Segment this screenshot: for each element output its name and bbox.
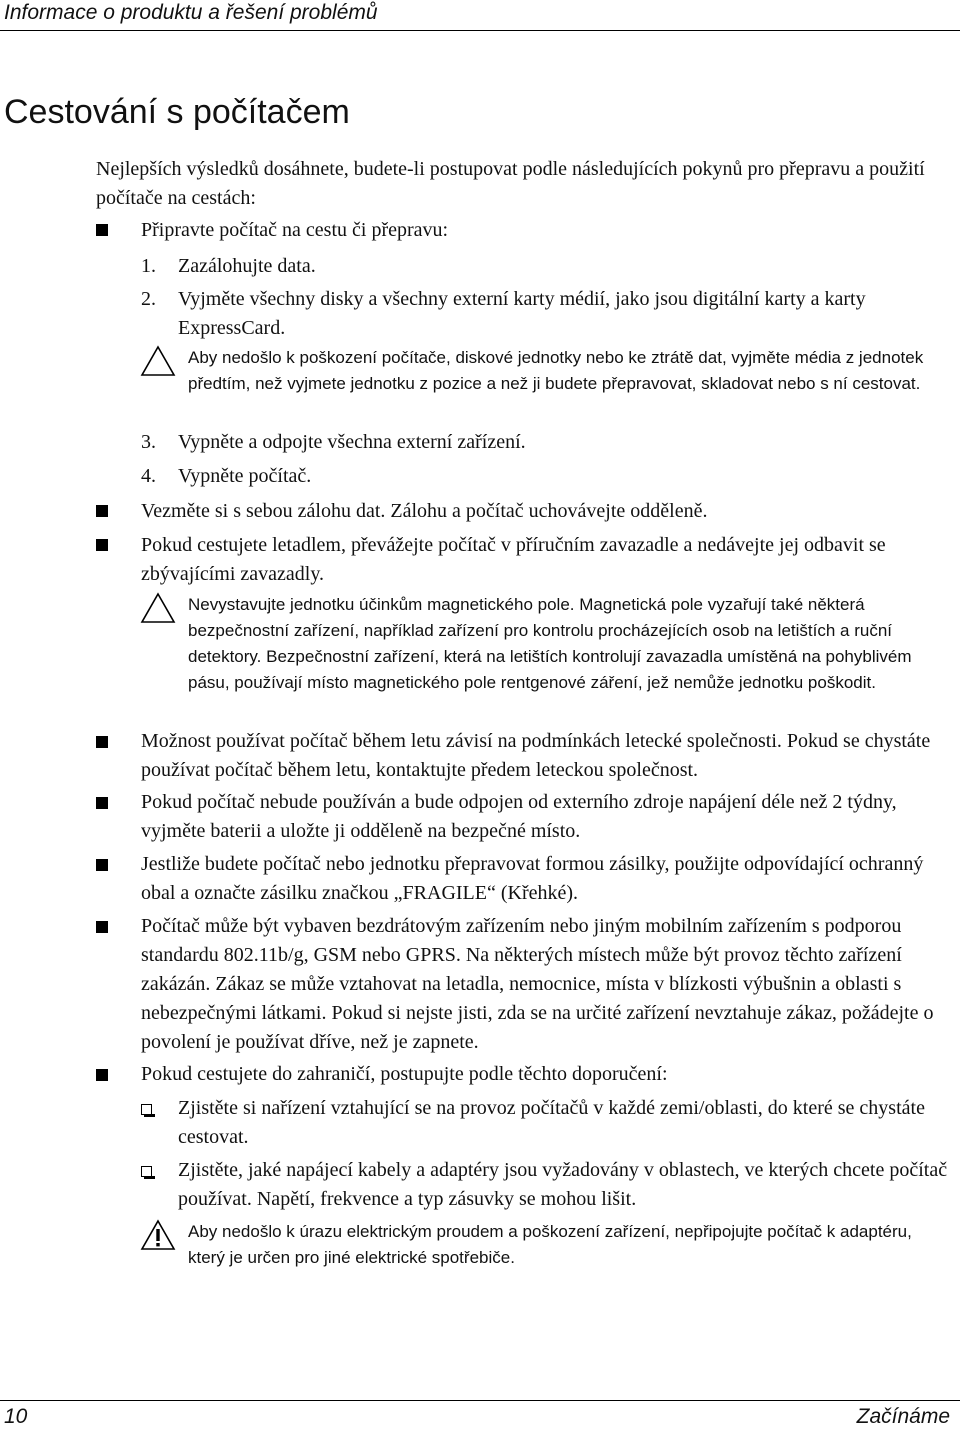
caution-triangle-icon — [140, 592, 176, 624]
step-number: 2. — [141, 288, 156, 310]
page-header — [0, 0, 960, 31]
square-bullet-icon — [96, 505, 108, 517]
step-power-off: Vypněte počítač. — [178, 465, 312, 487]
bullet-inflight-use: Možnost používat počítač během letu závisí na podmínkách letecké společnosti. Pokud se chystáte používat počítač během letu, kontaktujte předem leteckou společnost. — [141, 730, 931, 781]
step-remove-media: Vyjměte všechny disky a všechny externí karty médií, jako jsou digitální karty a karty ExpressCard. — [178, 288, 866, 339]
sub-regulations: Zjistěte si nařízení vztahující se na provoz počítačů v každé zemi/oblasti, do které se chystáte cestovat. — [178, 1097, 925, 1148]
bullet-prepare: Připravte počítač na cestu či přepravu: — [141, 219, 449, 241]
sub-adapters: Zjistěte, jaké napájecí kabely a adaptéry jsou vyžadovány v oblastech, ve kterých chcete počítač používat. Napětí, frekvence a typ zásuvky se mohou lišit. — [178, 1159, 948, 1210]
step-disconnect: Vypněte a odpojte všechna externí zařízení. — [178, 431, 526, 453]
square-bullet-icon — [96, 539, 108, 551]
checkbox-bullet-icon — [141, 1166, 152, 1177]
square-bullet-icon — [96, 859, 108, 871]
square-bullet-icon — [96, 921, 108, 933]
step-number: 3. — [141, 431, 156, 453]
caution-magnetic-note: Nevystavujte jednotku účinkům magnetického pole. Magnetická pole vyzařují také některá bezpečnostní zařízení, například zařízení pro kontrolu procházejících osob na letištích a ruční detektory. Bezpečnostní zařízení, která na letištích kontrolují zavazadla umístěná na pohyblivém pásu, používají místo magnetického pole rentgenové záření, jež nemůže jednotku poškodit. — [188, 595, 912, 692]
bullet-wireless: Počítač může být vybaven bezdrátovým zařízením nebo jiným mobilním zařízením s podporou standardu 802.11b/g, GSM nebo GPRS. Na některých místech může být provoz těchto zařízení zakázán. Zákaz se může vztahovat na letadla, nemocnice, místa v blízkosti výbušnin a oblasti s nebezpečnými látkami. Pokud si nejste jisti, zda se na určité zařízení nevztahuje zákaz, požádejte o povolení je používat dříve, než je zapnete. — [141, 915, 934, 1053]
section-name: Začínáme — [856, 1405, 950, 1428]
square-bullet-icon — [96, 1069, 108, 1081]
checkbox-bullet-icon — [141, 1104, 152, 1115]
header-text: Informace o produktu a řešení problémů — [4, 1, 378, 24]
bullet-shipping: Jestliže budete počítač nebo jednotku přepravovat formou zásilky, použijte odpovídající ochranný obal a označte zásilku značkou „FRAGILE“ (Křehké). — [141, 853, 924, 904]
bullet-battery: Pokud počítač nebude používán a bude odpojen od externího zdroje napájení déle než 2 týdny, vyjměte baterii a uložte ji odděleně na bezpečné místo. — [141, 791, 897, 842]
square-bullet-icon — [96, 736, 108, 748]
square-bullet-icon — [96, 224, 108, 236]
page-title: Cestování s počítačem — [4, 93, 350, 131]
page-number: 10 — [4, 1405, 28, 1428]
bullet-backup-copy: Vezměte si s sebou zálohu dat. Zálohu a počítač uchovávejte odděleně. — [141, 500, 708, 522]
bullet-abroad: Pokud cestujete do zahraničí, postupujte podle těchto doporučení: — [141, 1063, 668, 1085]
step-backup: Zazálohujte data. — [178, 255, 316, 277]
step-number: 1. — [141, 255, 156, 277]
caution-media-note: Aby nedošlo k poškození počítače, diskové jednotky nebo ke ztrátě dat, vyjměte média z jednotek předtím, než vyjmete jednotku z pozice a než ji budete přepravovat, skladovat nebo s ní cestovat. — [188, 348, 924, 393]
intro-paragraph: Nejlepších výsledků dosáhnete, budete-li postupovat podle následujících pokynů pro přepravu a použití počítače na cestách: — [96, 158, 925, 209]
square-bullet-icon — [96, 797, 108, 809]
warning-exclamation-icon — [140, 1219, 176, 1251]
step-number: 4. — [141, 465, 156, 487]
page-footer — [0, 1400, 960, 1429]
warning-electric-note: Aby nedošlo k úrazu elektrickým proudem a poškození zařízení, nepřipojujte počítač k adaptéru, který je určen pro jiné elektrické spotřebiče. — [188, 1222, 912, 1267]
bullet-airplane: Pokud cestujete letadlem, převážejte počítač v příručním zavazadle a nedávejte jej odbavit se zbývajícími zavazadly. — [141, 534, 886, 585]
caution-triangle-icon — [140, 345, 176, 377]
